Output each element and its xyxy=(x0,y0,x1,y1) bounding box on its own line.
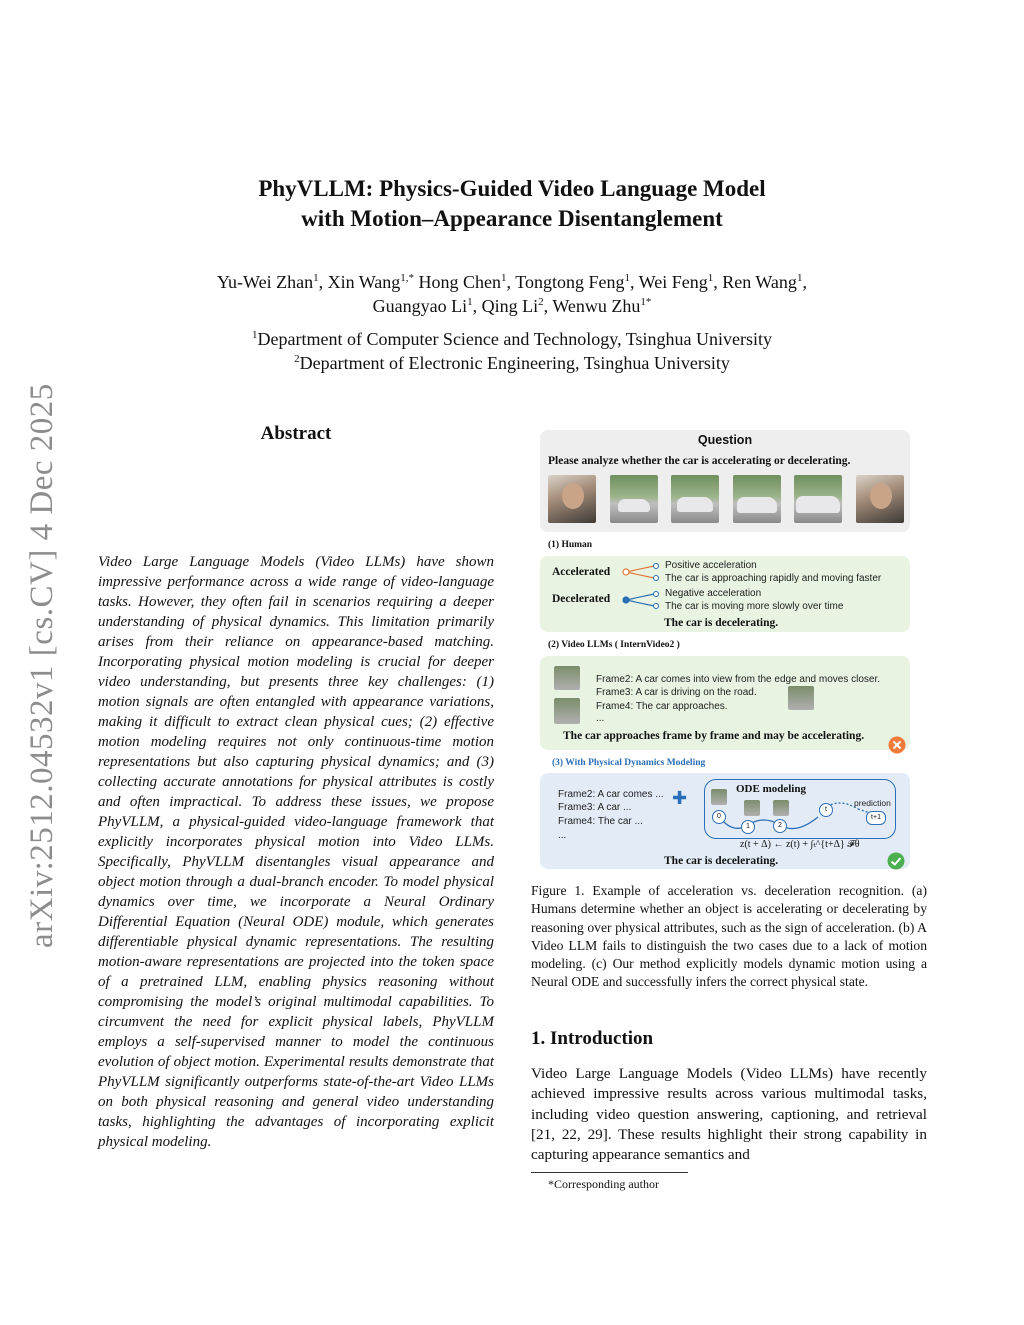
affiliation-sup: 2 xyxy=(294,353,300,365)
negative-acceleration: Negative acceleration xyxy=(665,588,762,599)
ode-node-0: 0 xyxy=(712,810,726,824)
paper-title xyxy=(150,174,874,234)
figure-1 xyxy=(540,430,912,872)
author-line-1: Yu-Wei Zhan$^1$, Xin Wang$^{1,*}$ Hong Chen$^1$, Tongtong Feng$^1$, Wei Feng$^1$, Ren Wang$^1$, xyxy=(217,272,807,292)
question-panel xyxy=(540,430,910,532)
correct-check-icon xyxy=(887,852,905,870)
introduction-body: Video Large Language Models (Video LLMs) have recently achieved impressive results across various multimodal tasks, including video question answering, captioning, and retrieval [21, 22, 29]. These results highlight their strong capability in capturing appearance semantics and xyxy=(531,1065,927,1164)
wrong-cross-icon xyxy=(888,736,906,754)
author-name: Wenwu Zhu xyxy=(552,296,641,316)
affiliation-text: Department of Computer Science and Technology, Tsinghua University xyxy=(257,329,773,349)
video-frame xyxy=(856,475,904,523)
author-sup: 1 xyxy=(501,272,507,284)
affiliation-1 xyxy=(150,327,874,351)
plus-icon: ✚ xyxy=(672,788,688,809)
author-line-2: Guangyao Li$^1$, Qing Li$^2$, Wenwu Zhu$^{1*}$ xyxy=(372,296,652,316)
ode-title: ODE modeling xyxy=(736,783,806,795)
ode-node-t-plus-1: t+1 xyxy=(866,811,886,825)
human-verdict: The car is decelerating. xyxy=(664,617,779,629)
author-sup: 1 xyxy=(467,296,473,308)
question-title: Question xyxy=(697,433,753,447)
ode-node-2: 2 xyxy=(773,819,787,833)
title-line-1: PhyVLLM: Physics-Guided Video Language Model xyxy=(258,176,766,201)
decelerated-label: Decelerated xyxy=(552,593,611,605)
affiliation-text: Department of Electronic Engineering, Tsinghua University xyxy=(299,353,730,373)
positive-description: The car is approaching rapidly and moving faster xyxy=(665,573,882,584)
author-sup: 2 xyxy=(538,296,544,308)
author-list xyxy=(150,270,874,318)
title-line-2: with Motion–Appearance Disentanglement xyxy=(301,206,723,231)
ode-node-t: t xyxy=(819,803,833,817)
author-name: Yu-Wei Zhan xyxy=(217,272,314,292)
physics-label: (3) With Physical Dynamics Modeling xyxy=(552,758,706,768)
abstract-body: Video Large Language Models (Video LLMs) have shown impressive performance across a wide range of video-language tasks. However, they often fail in scenarios requiring a deeper understanding of physical dynamics. This limitation primarily arises from their reliance on appearance-based matching. Incorporating physical motion modeling is crucial for deeper video understanding, but presents three key challenges: (1) motion signals are often entangled with appearance variations, making it difficult to extract clean physical cues; (2) effective motion modeling requires not only continuous-time motion representations but also capturing physical dynamics; and (3) collecting accurate annotations for physical attributes is costly and often impractical. To address these issues, we propose PhyVLLM, a physical-guided video-language framework that explicitly incorporates physical motion into Video LLMs. Specifically, PhyVLLM disentangles visual appearance and object motion through a dual-branch encoder. To model physical dynamics over time, we incorporate a Neural Ordinary Differential Equation (Neural ODE) module, which generates differentiable physical dynamic representations. The resulting motion-aware representations are projected into the token space of a pretrained LLM, enabling physics reasoning without compromising the model’s original multimodal capabilities. To circumvent the need for explicit physical labels, PhyVLLM employs a self-supervised manner to model the continuous evolution of object motion. Experimental results demonstrate that PhyVLLM significantly outperforms state-of-the-art Video LLMs on both physical reasoning and general video understanding tasks, highlighting the advantages of incorporating explicit physical modeling. xyxy=(98,554,494,1150)
vllm-verdict: The car approaches frame by frame and may be accelerating. xyxy=(563,730,865,742)
footnote: *Corresponding author xyxy=(548,1177,659,1191)
section-heading-introduction: 1. Introduction xyxy=(531,1028,654,1049)
human-label: (1) Human xyxy=(548,540,593,550)
author-sup: 1* xyxy=(640,296,652,308)
positive-acceleration: Positive acceleration xyxy=(665,560,757,571)
branch-connector-icon xyxy=(622,562,662,612)
author-sup: 1 xyxy=(313,272,319,284)
vllm-frame-3: Frame3: A car is driving on the road. xyxy=(596,687,757,698)
frame-thumbnail xyxy=(554,698,580,724)
frame-thumbnail xyxy=(554,666,580,690)
author-sup: 1 xyxy=(796,272,803,284)
arxiv-stamp: arXiv:2512.04532v1 [cs.CV] 4 Dec 2025 xyxy=(24,383,60,948)
author-sup: 1 xyxy=(624,272,630,284)
phys-frame-3: Frame3: A car ... xyxy=(558,802,632,813)
negative-description: The car is moving more slowly over time xyxy=(665,601,844,612)
video-frame xyxy=(671,475,719,523)
affiliation-sup: 1 xyxy=(251,329,258,341)
author-name: Hong Chen xyxy=(418,272,502,292)
video-frame xyxy=(794,475,842,523)
human-panel xyxy=(540,556,910,632)
affiliation-2 xyxy=(150,351,874,375)
footnote-divider xyxy=(531,1172,688,1173)
ode-equation: z(t + Δ) ← z(t) + ∫ₜ^{t+Δ} 𝓕θ xyxy=(740,839,860,850)
figure-caption: Figure 1. Example of acceleration vs. deceleration recognition. (a) Humans determine whether an object is accelerating or decelerating by reasoning over physical attributes, such as the sign of acceleration. (b) A Video LLM fails to distinguish the two cases due to a lack of motion modeling. (c) Our method explicitly models dynamic motion using a Neural ODE and successfully infers the correct physical state. xyxy=(531,883,927,990)
ode-node-1: 1 xyxy=(741,820,755,834)
question-text: Please analyze whether the car is accelerating or decelerating. xyxy=(548,455,851,467)
author-name: Guangyao Li xyxy=(372,296,468,316)
ode-prediction-label: prediction xyxy=(854,798,891,808)
author-name: Tongtong Feng xyxy=(515,272,625,292)
vllm-panel xyxy=(540,656,910,750)
vllm-frame-4: Frame4: The car approaches. xyxy=(596,701,728,712)
phys-ellipsis: ... xyxy=(558,830,567,841)
vllm-label: (2) Video LLMs ( InternVideo2 ) xyxy=(548,640,680,650)
phys-frame-2: Frame2: A car comes ... xyxy=(558,789,664,800)
physics-panel xyxy=(540,773,910,869)
video-frame xyxy=(548,475,596,523)
physics-verdict: The car is decelerating. xyxy=(664,855,779,867)
author-name: Wei Feng xyxy=(638,272,708,292)
video-frames xyxy=(548,475,904,523)
author-name: Xin Wang xyxy=(327,272,401,292)
vllm-frame-2: Frame2: A car comes into view from the edge and moves closer. xyxy=(596,674,881,685)
video-frame xyxy=(610,475,658,523)
accelerated-label: Accelerated xyxy=(552,566,611,578)
video-frame xyxy=(733,475,781,523)
author-name: Qing Li xyxy=(481,296,539,316)
frame-thumbnail xyxy=(788,686,814,710)
author-name: Ren Wang xyxy=(722,272,797,292)
author-sup: 1,* xyxy=(400,272,415,284)
affiliations xyxy=(150,327,874,375)
author-sup: 1 xyxy=(707,272,714,284)
abstract-heading: Abstract xyxy=(260,423,332,444)
vllm-ellipsis: ... xyxy=(596,713,605,724)
phys-frame-4: Frame4: The car ... xyxy=(558,816,643,827)
